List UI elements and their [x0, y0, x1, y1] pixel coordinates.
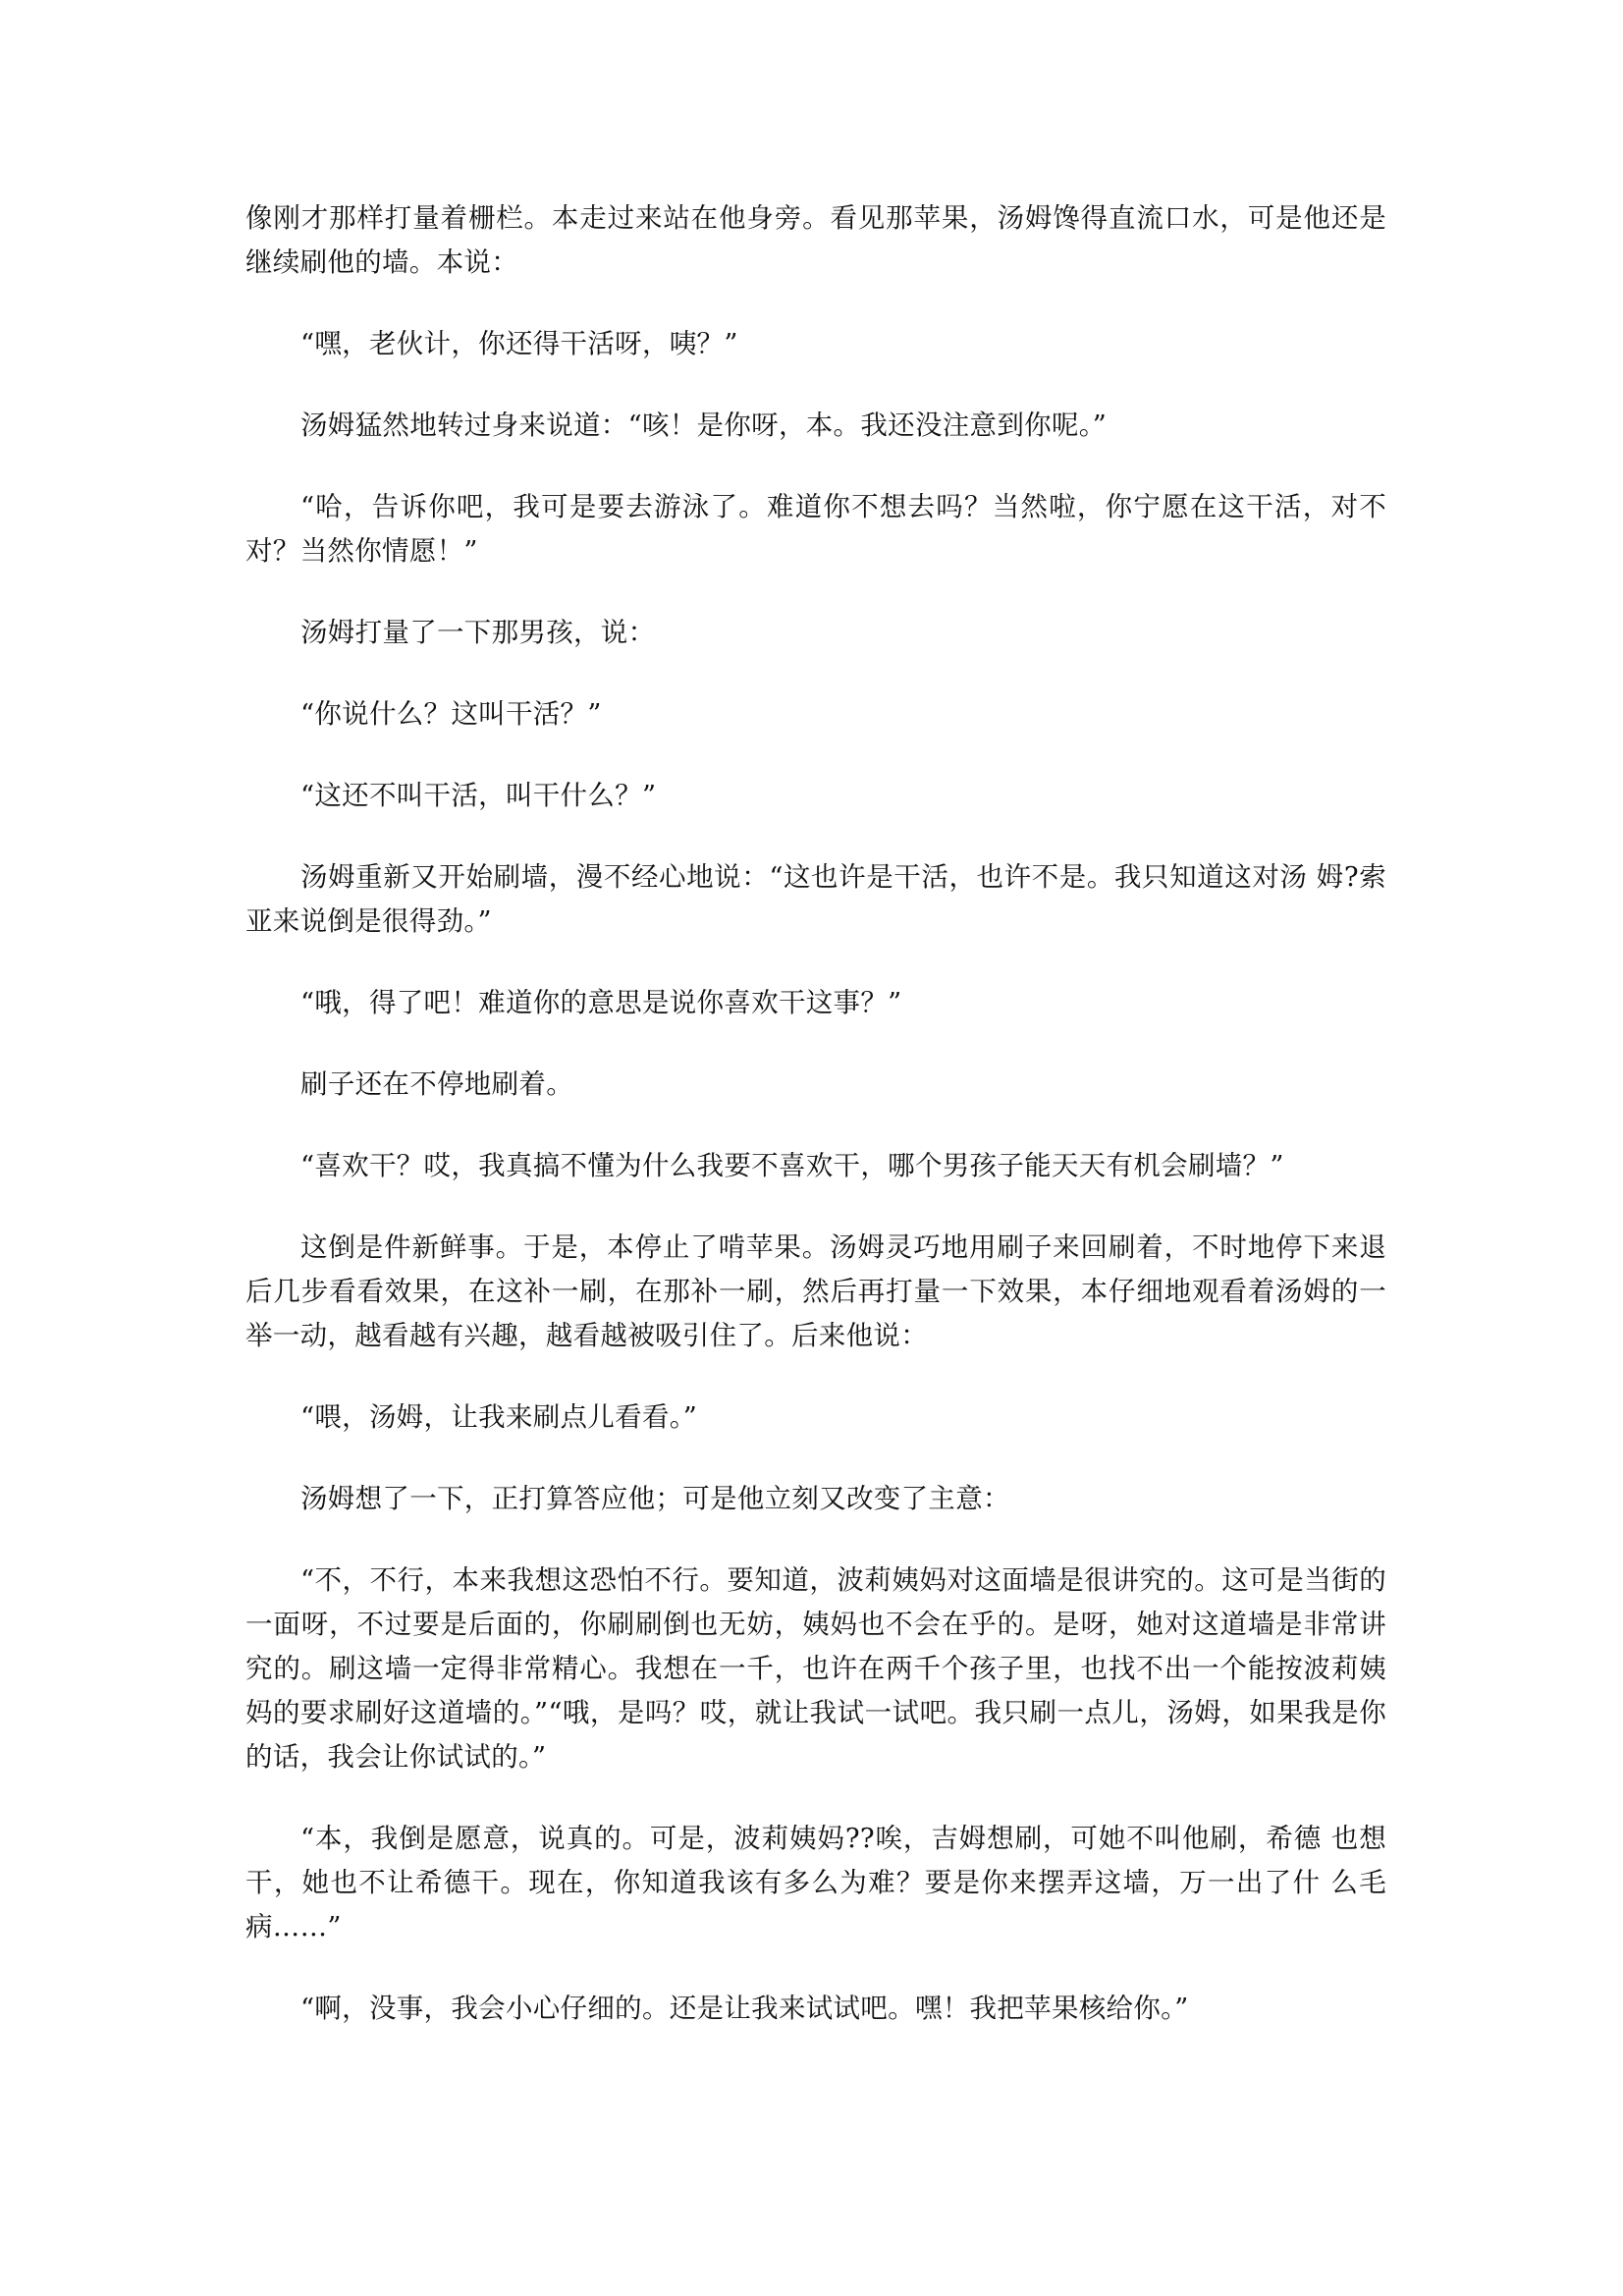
- paragraph-12: 这倒是件新鲜事。于是，本停止了啃苹果。汤姆灵巧地用刷子来回刷着，不时地停下来退后几步看看效果，在这补一刷，在那补一刷，然后再打量一下效果，本仔细地观看着汤姆的一举一动，越看越有兴趣，越看越被吸引住了。后来他说：: [245, 1231, 1386, 1351]
- document-page: [245, 196, 1386, 2068]
- paragraph-4: “哈，告诉你吧，我可是要去游泳了。难道你不想去吗？当然啦，你宁愿在这干活，对不对？当然你情愿！”: [245, 491, 1386, 567]
- paragraph-11: “喜欢干？哎，我真搞不懂为什么我要不喜欢干，哪个男孩子能天天有机会刷墙？”: [300, 1150, 1284, 1181]
- paragraph-3: 汤姆猛然地转过身来说道：“咳！是你呀，本。我还没注意到你呢。”: [300, 410, 1108, 441]
- paragraph-1: 像刚才那样打量着栅栏。本走过来站在他身旁。看见那苹果，汤姆馋得直流口水，可是他还是继续刷他的墙。本说：: [245, 202, 1386, 278]
- paragraph-8: 汤姆重新又开始刷墙，漫不经心地说：“这也许是干活，也许不是。我只知道这对汤 姆?索亚来说倒是很得劲。”: [245, 861, 1386, 937]
- paragraph-9: “哦，得了吧！难道你的意思是说你喜欢干这事？”: [300, 987, 902, 1018]
- paragraph-7: “这还不叫干活，叫干什么？”: [300, 780, 657, 811]
- paragraph-6: “你说什么？这叫干活？”: [300, 698, 602, 730]
- paragraph-2: “嘿，老伙计，你还得干活呀，咦？”: [300, 328, 738, 359]
- paragraph-10: 刷子还在不停地刷着。: [300, 1068, 573, 1100]
- paragraph-5: 汤姆打量了一下那男孩，说：: [300, 617, 656, 648]
- paragraph-14: 汤姆想了一下，正打算答应他；可是他立刻又改变了主意：: [300, 1483, 1010, 1514]
- paragraph-17: “啊，没事，我会小心仔细的。还是让我来试试吧。嘿！我把苹果核给你。”: [300, 1993, 1189, 2024]
- paragraph-13: “喂，汤姆，让我来刷点儿看看。”: [300, 1401, 698, 1433]
- paragraph-15: “不，不行，本来我想这恐怕不行。要知道，波莉姨妈对这面墙是很讲究的。这可是当街的一面呀，不过要是后面的，你刷刷倒也无妨，姨妈也不会在乎的。是呀，她对这道墙是非常讲究的。刷这墙一定得非常精心。我想在一千，也许在两千个孩子里，也找不出一个能按波莉姨妈的要求刷好这道墙的。”“哦，是吗？哎，就让我试一试吧。我只刷一点儿，汤姆，如果我是你的话，我会让你试试的。”: [245, 1564, 1386, 1773]
- paragraph-16: “本，我倒是愿意，说真的。可是，波莉姨妈??唉，吉姆想刷，可她不叫他刷，希德 也想干，她也不让希德干。现在，你知道我该有多么为难？要是你来摆弄这墙，万一出了什 么毛病……”: [245, 1823, 1386, 1942]
